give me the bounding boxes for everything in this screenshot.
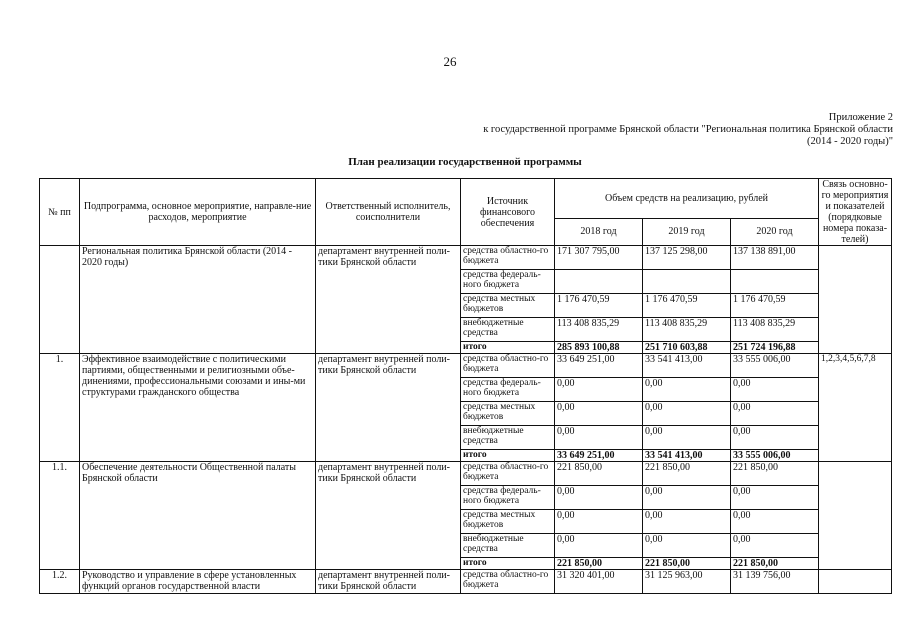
- value-cell: 0,00: [731, 378, 819, 402]
- total-value-cell: 251 724 196,88: [731, 342, 819, 354]
- value-cell: 31 139 756,00: [731, 570, 819, 594]
- header-links: Связь основно-го мероприятия и показателей (порядковые номера показа-телей): [819, 179, 892, 246]
- total-value-cell: 285 893 100,88: [555, 342, 643, 354]
- total-value-cell: 33 541 413,00: [643, 450, 731, 462]
- value-cell: 0,00: [731, 426, 819, 450]
- source-federal: средства федераль-ного бюджета: [461, 486, 555, 510]
- value-cell: 0,00: [643, 534, 731, 558]
- source-total: итого: [461, 342, 555, 354]
- header-year-2018: 2018 год: [555, 218, 643, 245]
- indicator-links: [819, 246, 892, 354]
- source-total: итого: [461, 450, 555, 462]
- document-title: План реализации государственной программы: [348, 156, 582, 168]
- appendix-line-2: к государственной программе Брянской области "Региональная политика Брянской области: [483, 124, 893, 135]
- value-cell: 0,00: [731, 486, 819, 510]
- value-cell: 31 320 401,00: [555, 570, 643, 594]
- source-regional: средства областно-го бюджета: [461, 570, 555, 594]
- plan-table: [39, 178, 892, 594]
- header-executor: Ответственный исполнитель, соисполнители: [316, 179, 461, 246]
- page-number: 26: [443, 54, 457, 69]
- value-cell: [555, 270, 643, 294]
- value-cell: 137 125 298,00: [643, 246, 731, 270]
- value-cell: 113 408 835,29: [555, 318, 643, 342]
- row-number: 1.2.: [40, 570, 80, 594]
- total-value-cell: 33 555 006,00: [731, 450, 819, 462]
- executor-name: департамент внутренней поли-тики Брянской области: [316, 246, 461, 354]
- header-volume: Объем средств на реализацию, рублей: [555, 179, 819, 219]
- executor-name: департамент внутренней поли-тики Брянской области: [316, 462, 461, 570]
- table-row: [40, 570, 892, 594]
- source-federal: средства федераль-ного бюджета: [461, 378, 555, 402]
- source-total: итого: [461, 558, 555, 570]
- indicator-links: 1,2,3,4,5,6,7,8: [819, 354, 892, 462]
- source-extra: внебюджетные средства: [461, 534, 555, 558]
- indicator-links: [819, 570, 892, 594]
- value-cell: 33 649 251,00: [555, 354, 643, 378]
- value-cell: 221 850,00: [643, 462, 731, 486]
- value-cell: 0,00: [555, 426, 643, 450]
- value-cell: 137 138 891,00: [731, 246, 819, 270]
- source-local: средства местных бюджетов: [461, 294, 555, 318]
- value-cell: 0,00: [731, 534, 819, 558]
- value-cell: 221 850,00: [555, 462, 643, 486]
- value-cell: 113 408 835,29: [643, 318, 731, 342]
- value-cell: 0,00: [643, 402, 731, 426]
- value-cell: 0,00: [643, 510, 731, 534]
- row-number: 1.: [40, 354, 80, 462]
- table-row: [40, 354, 892, 378]
- appendix-line-3: (2014 - 2020 годы)": [806, 136, 893, 147]
- source-federal: средства федераль-ного бюджета: [461, 270, 555, 294]
- value-cell: 0,00: [555, 510, 643, 534]
- total-value-cell: 33 649 251,00: [555, 450, 643, 462]
- row-number: [40, 246, 80, 354]
- appendix-header: [483, 112, 893, 148]
- header-num: № пп: [40, 179, 80, 246]
- total-value-cell: 221 850,00: [643, 558, 731, 570]
- executor-name: департамент внутренней поли-тики Брянской области: [316, 354, 461, 462]
- value-cell: 0,00: [555, 534, 643, 558]
- source-regional: средства областно-го бюджета: [461, 354, 555, 378]
- value-cell: 0,00: [555, 402, 643, 426]
- value-cell: 33 541 413,00: [643, 354, 731, 378]
- value-cell: 0,00: [643, 486, 731, 510]
- plan-table-body: [40, 246, 892, 594]
- value-cell: 221 850,00: [731, 462, 819, 486]
- total-value-cell: 251 710 603,88: [643, 342, 731, 354]
- total-value-cell: 221 850,00: [555, 558, 643, 570]
- header-year-2019: 2019 год: [643, 218, 731, 245]
- indicator-links: [819, 462, 892, 570]
- value-cell: 0,00: [643, 378, 731, 402]
- value-cell: 113 408 835,29: [731, 318, 819, 342]
- program-name: Руководство и управление в сфере установленных функций органов государственной власти: [80, 570, 316, 594]
- value-cell: 0,00: [643, 426, 731, 450]
- value-cell: 0,00: [731, 510, 819, 534]
- value-cell: 1 176 470,59: [731, 294, 819, 318]
- value-cell: 0,00: [555, 486, 643, 510]
- program-name: Обеспечение деятельности Общественной палаты Брянской области: [80, 462, 316, 570]
- value-cell: 171 307 795,00: [555, 246, 643, 270]
- value-cell: [731, 270, 819, 294]
- row-number: 1.1.: [40, 462, 80, 570]
- source-extra: внебюджетные средства: [461, 318, 555, 342]
- source-regional: средства областно-го бюджета: [461, 246, 555, 270]
- header-year-2020: 2020 год: [731, 218, 819, 245]
- value-cell: 0,00: [731, 402, 819, 426]
- table-row: [40, 246, 892, 270]
- executor-name: департамент внутренней поли-тики Брянской области: [316, 570, 461, 594]
- source-local: средства местных бюджетов: [461, 402, 555, 426]
- value-cell: 1 176 470,59: [555, 294, 643, 318]
- source-local: средства местных бюджетов: [461, 510, 555, 534]
- value-cell: 0,00: [555, 378, 643, 402]
- program-name: Эффективное взаимодействие с политическими партиями, общественными и религиозными объе-динениями, профессиональными союзами и ины-ми структурами гражданского общества: [80, 354, 316, 462]
- source-regional: средства областно-го бюджета: [461, 462, 555, 486]
- table-row: [40, 462, 892, 486]
- appendix-line-1: Приложение 2: [828, 112, 893, 123]
- value-cell: [643, 270, 731, 294]
- program-name: Региональная политика Брянской области (2014 - 2020 годы): [80, 246, 316, 354]
- value-cell: 31 125 963,00: [643, 570, 731, 594]
- total-value-cell: 221 850,00: [731, 558, 819, 570]
- header-source: Источник финансового обеспечения: [461, 179, 555, 246]
- value-cell: 1 176 470,59: [643, 294, 731, 318]
- header-program: Подпрограмма, основное мероприятие, направле-ние расходов, мероприятие: [80, 179, 316, 246]
- value-cell: 33 555 006,00: [731, 354, 819, 378]
- source-extra: внебюджетные средства: [461, 426, 555, 450]
